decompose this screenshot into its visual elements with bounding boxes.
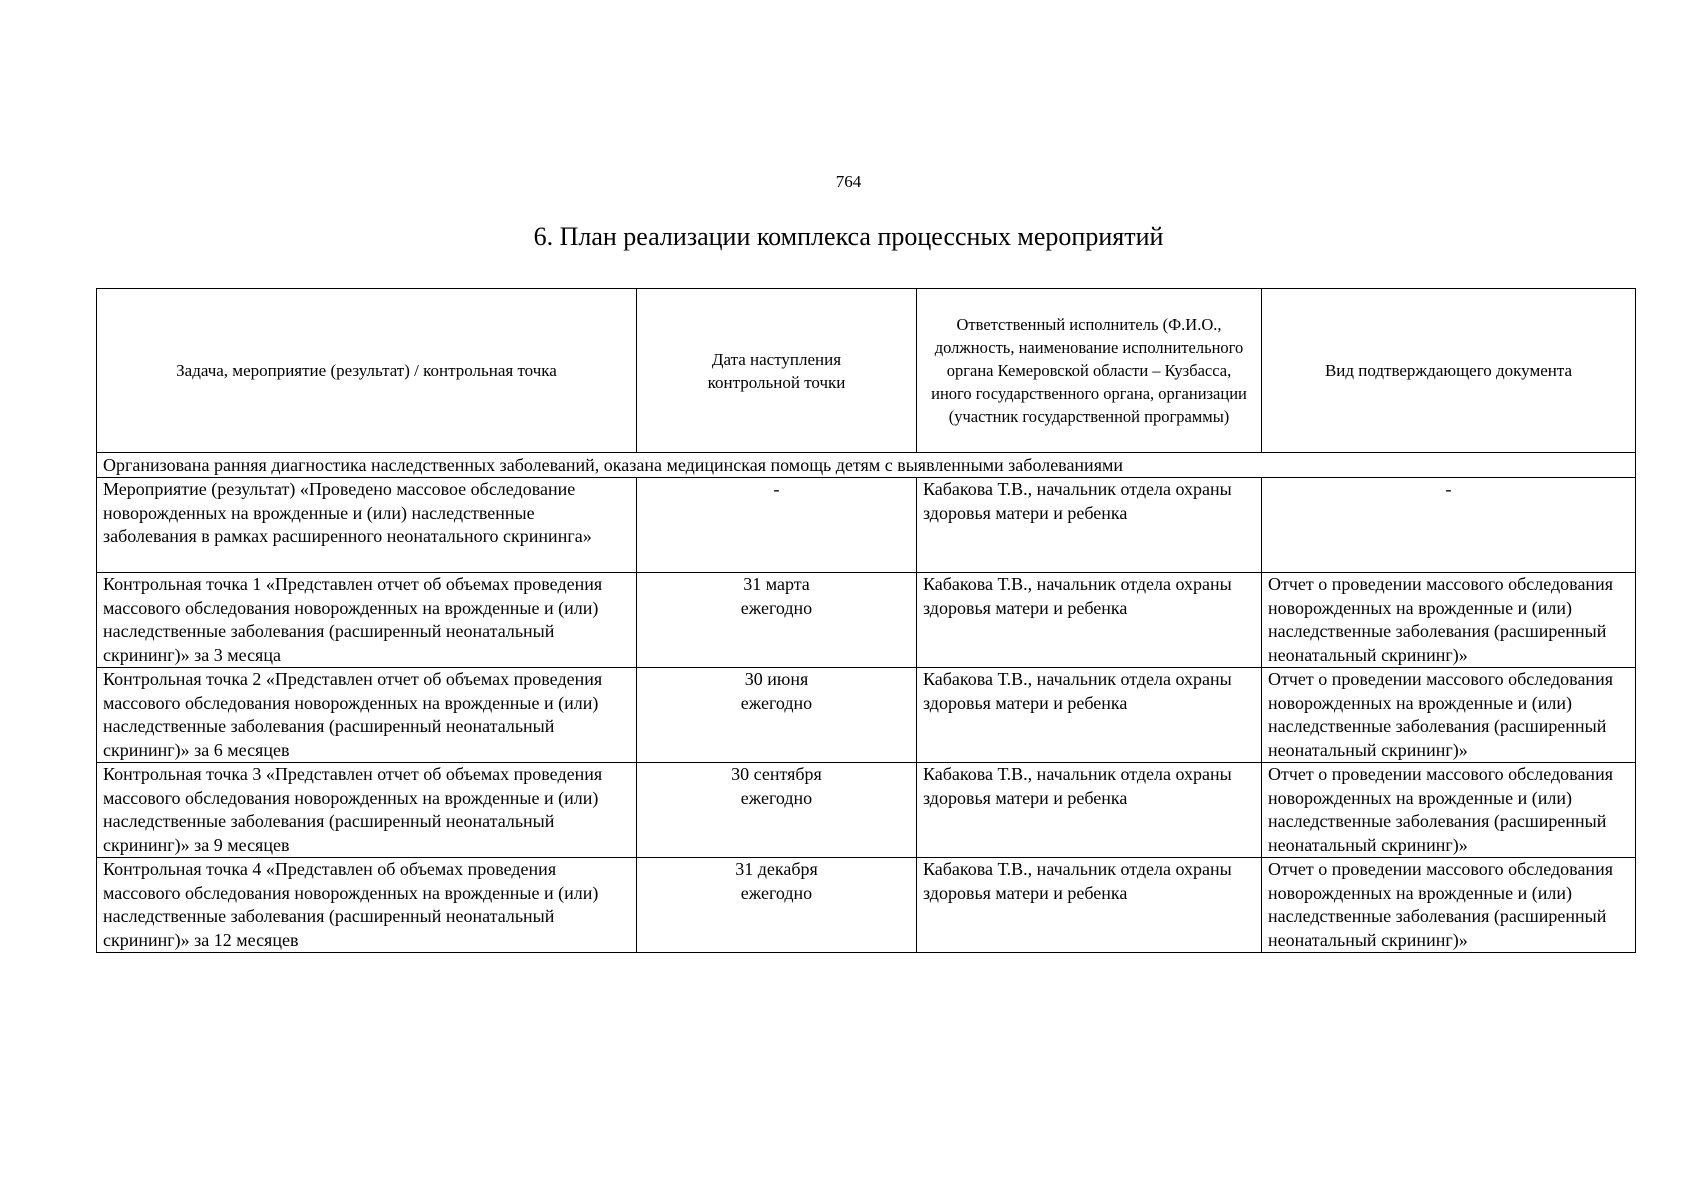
plan-table — [96, 288, 1636, 953]
document-cell: Отчет о проведении массового обследования новорожденных на врожденные и (или) наследственные заболевания (расширенный неонатальный скрининг)» — [1262, 763, 1636, 858]
date-value: 31 марта — [743, 574, 810, 594]
header-task: Задача, мероприятие (результат) / контрольная точка — [97, 289, 637, 453]
date-value: 30 сентября — [731, 764, 822, 784]
document-cell: Отчет о проведении массового обследования новорожденных на врожденные и (или) наследственные заболевания (расширенный неонатальный скрининг)» — [1262, 573, 1636, 668]
header-responsible: Ответственный исполнитель (Ф.И.О., должность, наименование исполнительного органа Кемеровской области – Кузбасса, иного государственного органа, организации (участник государственной программы) — [917, 289, 1262, 453]
section-row — [97, 453, 1636, 478]
table-header-row — [97, 289, 1636, 453]
task-cell: Контрольная точка 1 «Представлен отчет об объемах проведения массового обследования новорожденных на врожденные и (или) наследственные заболевания (расширенный неонатальный скрининг)» за 3 месяца — [97, 573, 637, 668]
responsible-cell: Кабакова Т.В., начальник отдела охраны здоровья матери и ребенка — [917, 478, 1262, 573]
table-row — [97, 668, 1636, 763]
page-title: 6. План реализации комплекса процессных мероприятий — [533, 222, 1164, 251]
section-title: Организована ранняя диагностика наследственных заболеваний, оказана медицинская помощь детям с выявленными заболеваниями — [97, 453, 1636, 478]
task-cell: Мероприятие (результат) «Проведено массовое обследование новорожденных на врожденные и (или) наследственные заболевания в рамках расширенного неонатального скрининга» — [97, 478, 637, 573]
header-date: Дата наступления контрольной точки — [637, 289, 917, 453]
header-document: Вид подтверждающего документа — [1262, 289, 1636, 453]
document-cell: Отчет о проведении массового обследования новорожденных на врожденные и (или) наследственные заболевания (расширенный неонатальный скрининг)» — [1262, 668, 1636, 763]
document-cell: Отчет о проведении массового обследования новорожденных на врожденные и (или) наследственные заболевания (расширенный неонатальный скрининг)» — [1262, 858, 1636, 953]
date-cell — [637, 478, 917, 573]
date-cell — [637, 668, 917, 763]
document-cell: - — [1262, 478, 1636, 573]
responsible-cell: Кабакова Т.В., начальник отдела охраны здоровья матери и ребенка — [917, 573, 1262, 668]
date-frequency: ежегодно — [740, 692, 813, 713]
table-row — [97, 573, 1636, 668]
date-cell — [637, 763, 917, 858]
responsible-cell: Кабакова Т.В., начальник отдела охраны здоровья матери и ребенка — [917, 668, 1262, 763]
task-cell: Контрольная точка 2 «Представлен отчет об объемах проведения массового обследования новорожденных на врожденные и (или) наследственные заболевания (расширенный неонатальный скрининг)» за 6 месяцев — [97, 668, 637, 763]
table-row — [97, 763, 1636, 858]
date-frequency: ежегодно — [740, 597, 813, 618]
date-frequency: ежегодно — [740, 787, 813, 808]
date-value: - — [773, 479, 780, 499]
responsible-cell: Кабакова Т.В., начальник отдела охраны здоровья матери и ребенка — [917, 858, 1262, 953]
date-cell — [637, 858, 917, 953]
task-cell: Контрольная точка 4 «Представлен об объемах проведения массового обследования новорожденных на врожденные и (или) наследственные заболевания (расширенный неонатальный скрининг)» за 12 месяцев — [97, 858, 637, 953]
date-cell — [637, 573, 917, 668]
date-value: 30 июня — [744, 669, 809, 689]
responsible-cell: Кабакова Т.В., начальник отдела охраны здоровья матери и ребенка — [917, 763, 1262, 858]
task-cell: Контрольная точка 3 «Представлен отчет об объемах проведения массового обследования новорожденных на врожденные и (или) наследственные заболевания (расширенный неонатальный скрининг)» за 9 месяцев — [97, 763, 637, 858]
table-row — [97, 478, 1636, 573]
date-frequency: ежегодно — [740, 882, 813, 903]
table-row — [97, 858, 1636, 953]
date-value: 31 декабря — [735, 859, 818, 879]
page-number: 764 — [835, 172, 862, 191]
